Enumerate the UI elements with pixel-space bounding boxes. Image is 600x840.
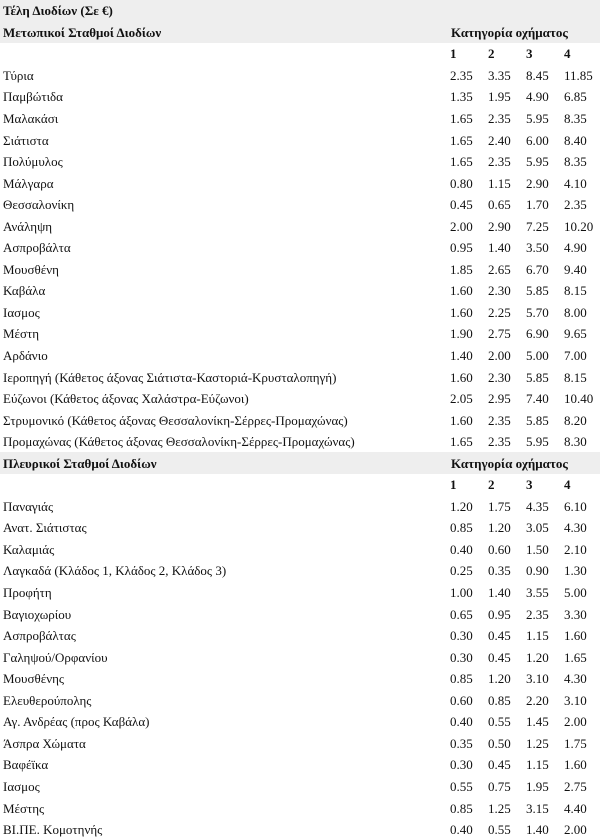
fee-value: 1.65	[450, 154, 473, 170]
fee-value: 0.55	[488, 822, 511, 838]
fee-value: 2.00	[488, 348, 511, 364]
table-row	[0, 496, 600, 518]
fee-value: 3.35	[488, 67, 511, 83]
table-row	[0, 366, 600, 388]
station-name: Βαγιοχωρίου	[3, 606, 72, 622]
table-row	[0, 172, 600, 194]
fee-value: 7.40	[526, 391, 549, 407]
fee-value: 1.25	[526, 735, 549, 751]
station-name: Τύρια	[3, 67, 34, 83]
fee-value: 0.85	[488, 692, 511, 708]
fee-value: 7.25	[526, 218, 549, 234]
station-name: Ανατ. Σιάτιστας	[3, 520, 87, 536]
fee-value: 0.40	[450, 822, 473, 838]
fee-value: 8.00	[564, 304, 587, 320]
fee-value: 1.40	[450, 348, 473, 364]
fee-value: 6.90	[526, 326, 549, 342]
fee-value: 1.60	[564, 757, 587, 773]
fee-value: 3.15	[526, 800, 549, 816]
table-row	[0, 259, 600, 281]
fee-value: 1.60	[450, 412, 473, 428]
fee-value: 1.40	[488, 585, 511, 601]
fee-value: 1.00	[450, 585, 473, 601]
fee-value: 5.95	[526, 434, 549, 450]
section-heading: Πλευρικοί Σταθμοί Διοδίων	[0, 452, 448, 474]
station-name: Ανάληψη	[3, 218, 53, 234]
fee-value: 2.35	[526, 606, 549, 622]
station-name: Εύζωνοι (Κάθετος άξονας Χαλάστρα-Εύζωνοι)	[3, 391, 249, 407]
category-numbers-row	[0, 474, 600, 496]
table-row	[0, 560, 600, 582]
station-name: Μουσθένη	[3, 261, 59, 277]
fee-value: 0.45	[488, 649, 511, 665]
fee-value: 0.60	[450, 692, 473, 708]
category-numbers-row	[0, 43, 600, 65]
station-name: Μέστη	[3, 326, 40, 342]
table-row	[0, 582, 600, 604]
table-row	[0, 776, 600, 798]
fee-value: 3.10	[526, 671, 549, 687]
station-name: Βαφέϊκα	[3, 757, 49, 773]
table-title: Τέλη Διοδίων (Σε €)	[0, 0, 600, 22]
fee-value: 1.40	[526, 822, 549, 838]
fee-value: 2.30	[488, 283, 511, 299]
station-name: Αγ. Ανδρέας (προς Καβάλα)	[3, 714, 150, 730]
table-row	[0, 690, 600, 712]
fee-value: 4.30	[564, 520, 587, 536]
table-row	[0, 129, 600, 151]
section-heading: Μετωπικοί Σταθμοί Διοδίων	[0, 22, 448, 44]
fee-value: 1.40	[488, 240, 511, 256]
fee-value: 0.90	[526, 563, 549, 579]
fee-value: 1.70	[526, 197, 549, 213]
fee-value: 1.35	[450, 89, 473, 105]
table-row	[0, 388, 600, 410]
station-name: Λαγκαδά (Κλάδος 1, Κλάδος 2, Κλάδος 3)	[3, 563, 227, 579]
fee-value: 8.15	[564, 369, 587, 385]
fee-value: 3.05	[526, 520, 549, 536]
fee-value: 0.50	[488, 735, 511, 751]
table-row	[0, 625, 600, 647]
table-row	[0, 323, 600, 345]
vehicle-category-label: Κατηγορία οχήματος	[448, 452, 600, 474]
table-row	[0, 711, 600, 733]
table-row	[0, 431, 600, 453]
fee-value: 1.60	[450, 369, 473, 385]
fee-value: 2.90	[488, 218, 511, 234]
table-row	[0, 603, 600, 625]
fee-value: 0.25	[450, 563, 473, 579]
table-row	[0, 539, 600, 561]
fee-value: 0.45	[488, 628, 511, 644]
fee-value: 6.00	[526, 132, 549, 148]
fee-value: 5.85	[526, 369, 549, 385]
table-row	[0, 409, 600, 431]
category-spacer	[0, 474, 448, 496]
table-row	[0, 65, 600, 87]
station-name: Παμβώτιδα	[3, 89, 63, 105]
fee-value: 4.90	[526, 89, 549, 105]
fee-value: 3.30	[564, 606, 587, 622]
fee-value: 0.30	[450, 757, 473, 773]
fee-value: 1.25	[488, 800, 511, 816]
category-number: 2	[488, 477, 495, 493]
station-name: Καβάλα	[3, 283, 46, 299]
fee-value: 2.00	[564, 822, 587, 838]
fee-value: 2.05	[450, 391, 473, 407]
fee-value: 2.35	[488, 111, 511, 126]
table-row	[0, 754, 600, 776]
fee-value: 2.65	[488, 261, 511, 277]
table-row	[0, 108, 600, 130]
fee-value: 2.40	[488, 132, 511, 148]
table-row	[0, 280, 600, 302]
fee-value: 1.60	[564, 628, 587, 644]
fee-value: 0.75	[488, 778, 511, 794]
fee-value: 8.30	[564, 434, 587, 450]
table-row	[0, 668, 600, 690]
fee-value: 2.25	[488, 304, 511, 320]
category-number: 3	[526, 46, 533, 62]
station-name: Μάλγαρα	[3, 175, 54, 191]
fee-value: 4.40	[564, 800, 587, 816]
category-number: 2	[488, 46, 495, 62]
fee-value: 5.00	[564, 585, 587, 601]
fee-value: 2.20	[526, 692, 549, 708]
category-number: 4	[564, 477, 571, 493]
fee-value: 0.85	[450, 520, 473, 536]
category-number: 3	[526, 477, 533, 493]
fee-value: 0.40	[450, 714, 473, 730]
fee-value: 10.40	[564, 391, 594, 407]
table-row	[0, 797, 600, 819]
table-row	[0, 215, 600, 237]
station-name: Μέστης	[3, 800, 45, 816]
fee-value: 7.00	[564, 348, 587, 364]
fee-value: 0.30	[450, 649, 473, 665]
fee-value: 0.85	[450, 800, 473, 816]
fee-value: 1.20	[526, 649, 549, 665]
fee-value: 2.75	[488, 326, 511, 342]
station-name: Μαλακάσι	[3, 111, 59, 126]
fee-value: 2.75	[564, 778, 587, 794]
table-row	[0, 345, 600, 367]
fee-value: 0.40	[450, 541, 473, 557]
fee-value: 0.60	[488, 541, 511, 557]
station-name: Ιεροπηγή (Κάθετος άξονας Σιάτιστα-Καστοριά-Κρυσταλοπηγή)	[3, 369, 337, 385]
station-name: Άσπρα Χώματα	[3, 735, 86, 751]
category-number: 1	[450, 477, 457, 493]
fee-value: 1.50	[526, 541, 549, 557]
fee-value: 2.90	[526, 175, 549, 191]
fee-value: 8.35	[564, 111, 587, 126]
category-spacer	[0, 43, 448, 65]
table-row	[0, 646, 600, 668]
fee-value: 2.35	[450, 67, 473, 83]
fee-value: 8.40	[564, 132, 587, 148]
fee-value: 5.85	[526, 412, 549, 428]
fee-value: 0.45	[450, 197, 473, 213]
station-name: Θεσσαλονίκη	[3, 197, 75, 213]
fee-value: 4.30	[564, 671, 587, 687]
station-name: Ασπροβάλτας	[3, 628, 76, 644]
fee-value: 0.55	[450, 778, 473, 794]
fee-value: 1.65	[450, 434, 473, 450]
fee-value: 2.00	[450, 218, 473, 234]
fee-value: 2.00	[564, 714, 587, 730]
station-name: Ελευθερούπολης	[3, 692, 92, 708]
fee-value: 2.10	[564, 541, 587, 557]
station-name: Σιάτιστα	[3, 132, 49, 148]
fee-value: 0.35	[488, 563, 511, 579]
fee-value: 0.95	[450, 240, 473, 256]
fee-value: 0.80	[450, 175, 473, 191]
fee-value: 1.95	[488, 89, 511, 105]
table-row	[0, 151, 600, 173]
fee-value: 8.20	[564, 412, 587, 428]
fee-value: 3.10	[564, 692, 587, 708]
category-number: 1	[450, 46, 457, 62]
fee-value: 1.20	[488, 671, 511, 687]
station-name: Ιασμος	[3, 778, 40, 794]
station-name: Προφήτη	[3, 585, 52, 601]
station-name: ΒΙ.ΠΕ. Κομοτηνής	[3, 822, 103, 838]
fee-value: 4.10	[564, 175, 587, 191]
station-name: Παναγιάς	[3, 498, 54, 514]
fee-value: 1.95	[526, 778, 549, 794]
fee-value: 2.35	[564, 197, 587, 213]
fee-value: 1.65	[564, 649, 587, 665]
fee-value: 1.75	[564, 735, 587, 751]
fee-value: 2.95	[488, 391, 511, 407]
table-row	[0, 517, 600, 539]
station-name: Στρυμονικό (Κάθετος άξονας Θεσσαλονίκη-Σέρρες-Προμαχώνας)	[3, 412, 348, 428]
fee-value: 0.65	[488, 197, 511, 213]
station-name: Καλαμιάς	[3, 541, 55, 557]
station-name: Αρδάνιο	[3, 348, 48, 364]
table-row	[0, 302, 600, 324]
fee-value: 8.45	[526, 67, 549, 83]
fee-value: 1.90	[450, 326, 473, 342]
fee-value: 4.35	[526, 498, 549, 514]
fee-value: 3.55	[526, 585, 549, 601]
fee-value: 0.95	[488, 606, 511, 622]
section-header-row	[0, 452, 600, 474]
fee-value: 5.85	[526, 283, 549, 299]
fee-value: 5.70	[526, 304, 549, 320]
fee-value: 2.35	[488, 434, 511, 450]
fee-value: 4.90	[564, 240, 587, 256]
fee-value: 6.10	[564, 498, 587, 514]
fee-value: 5.00	[526, 348, 549, 364]
table-row	[0, 237, 600, 259]
fee-value: 1.20	[450, 498, 473, 514]
fee-value: 1.15	[488, 175, 511, 191]
fee-value: 1.65	[450, 111, 473, 126]
fee-value: 1.45	[526, 714, 549, 730]
fee-value: 6.70	[526, 261, 549, 277]
fee-value: 1.60	[450, 304, 473, 320]
station-name: Πολύμυλος	[3, 154, 63, 170]
fee-value: 1.30	[564, 563, 587, 579]
fee-value: 2.35	[488, 412, 511, 428]
fee-value: 1.60	[450, 283, 473, 299]
fee-value: 5.95	[526, 111, 549, 126]
fee-value: 6.85	[564, 89, 587, 105]
fee-value: 2.35	[488, 154, 511, 170]
table-row	[0, 819, 600, 840]
table-row	[0, 733, 600, 755]
fee-value: 5.95	[526, 154, 549, 170]
fee-value: 10.20	[564, 218, 594, 234]
table-row	[0, 194, 600, 216]
fee-value: 8.15	[564, 283, 587, 299]
fee-value: 2.30	[488, 369, 511, 385]
fee-value: 1.15	[526, 628, 549, 644]
fee-value: 0.45	[488, 757, 511, 773]
station-name: Ασπροβάλτα	[3, 240, 71, 256]
fee-value: 0.35	[450, 735, 473, 751]
fee-value: 1.75	[488, 498, 511, 514]
fee-value: 9.40	[564, 261, 587, 277]
fee-value: 8.35	[564, 154, 587, 170]
fee-value: 1.20	[488, 520, 511, 536]
vehicle-category-label: Κατηγορία οχήματος	[448, 22, 600, 44]
fee-value: 11.85	[564, 67, 593, 83]
fee-value: 1.85	[450, 261, 473, 277]
fee-value: 0.55	[488, 714, 511, 730]
fee-value: 0.85	[450, 671, 473, 687]
station-name: Μουσθένης	[3, 671, 65, 687]
fee-value: 1.65	[450, 132, 473, 148]
fee-value: 1.15	[526, 757, 549, 773]
fee-value: 9.65	[564, 326, 587, 342]
fee-value: 0.30	[450, 628, 473, 644]
category-number: 4	[564, 46, 571, 62]
station-name: Γαληψού/Ορφανίου	[3, 649, 108, 665]
station-name: Ιασμος	[3, 304, 40, 320]
section-header-row	[0, 22, 600, 44]
fee-value: 0.65	[450, 606, 473, 622]
fee-value: 3.50	[526, 240, 549, 256]
table-title-row	[0, 0, 600, 22]
station-name: Προμαχώνας (Κάθετος άξονας Θεσσαλονίκη-Σέρρες-Προμαχώνας)	[3, 434, 355, 450]
table-row	[0, 86, 600, 108]
